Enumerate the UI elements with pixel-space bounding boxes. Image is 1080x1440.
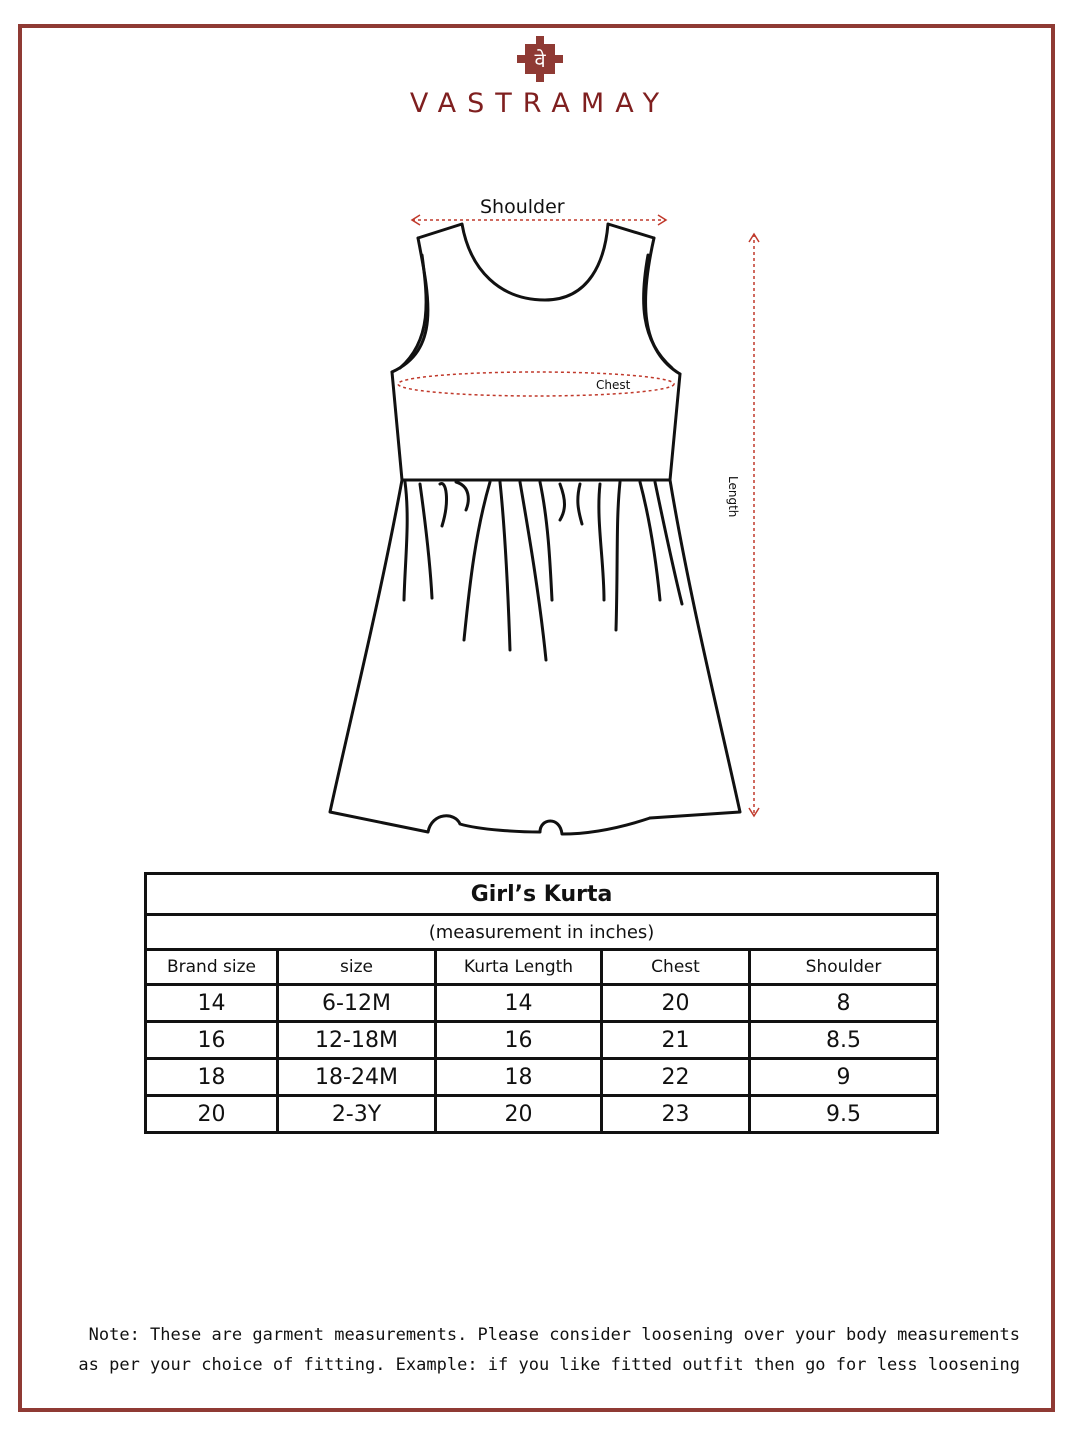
column-header: Chest (602, 950, 750, 985)
table-cell: 9.5 (750, 1096, 938, 1133)
table-row (146, 1022, 938, 1059)
table-cell: 21 (602, 1022, 750, 1059)
table-row (146, 985, 938, 1022)
note-line-1: Note: These are garment measurements. Please consider loosening over your body measurements (88, 1325, 1020, 1345)
table-cell: 22 (602, 1059, 750, 1096)
table-cell: 8.5 (750, 1022, 938, 1059)
table-cell: 18 (146, 1059, 278, 1096)
table-cell: 8 (750, 985, 938, 1022)
table-cell: 23 (602, 1096, 750, 1133)
table-title: Girl’s Kurta (146, 874, 938, 915)
table-row (146, 1096, 938, 1133)
size-chart-table (144, 872, 939, 1134)
table-cell: 18 (436, 1059, 602, 1096)
column-header: Kurta Length (436, 950, 602, 985)
shoulder-label: Shoulder (480, 196, 565, 218)
column-header: size (278, 950, 436, 985)
length-arrow (749, 234, 759, 816)
brand-logo-glyph: वे (534, 48, 546, 72)
chest-label: Chest (596, 378, 631, 392)
table-header-row (146, 950, 938, 985)
table-cell: 2-3Y (278, 1096, 436, 1133)
column-header: Shoulder (750, 950, 938, 985)
brand-name: VASTRAMAY (409, 88, 671, 119)
length-label: Length (726, 476, 740, 518)
table-cell: 16 (146, 1022, 278, 1059)
table-row (146, 1059, 938, 1096)
table-cell: 14 (436, 985, 602, 1022)
table-cell: 20 (436, 1096, 602, 1133)
table-cell: 6-12M (278, 985, 436, 1022)
table-cell: 14 (146, 985, 278, 1022)
chest-ellipse (398, 372, 674, 396)
table-subtitle: (measurement in inches) (146, 915, 938, 950)
table-cell: 18-24M (278, 1059, 436, 1096)
column-header: Brand size (146, 950, 278, 985)
table-cell: 16 (436, 1022, 602, 1059)
table-cell: 20 (146, 1096, 278, 1133)
fitting-note (40, 1320, 1020, 1380)
note-line-2: as per your choice of fitting. Example: if you like fitted outfit then go for less loosening (78, 1355, 1020, 1375)
table-cell: 20 (602, 985, 750, 1022)
table-cell: 12-18M (278, 1022, 436, 1059)
table-cell: 9 (750, 1059, 938, 1096)
dress-outline (330, 224, 740, 834)
